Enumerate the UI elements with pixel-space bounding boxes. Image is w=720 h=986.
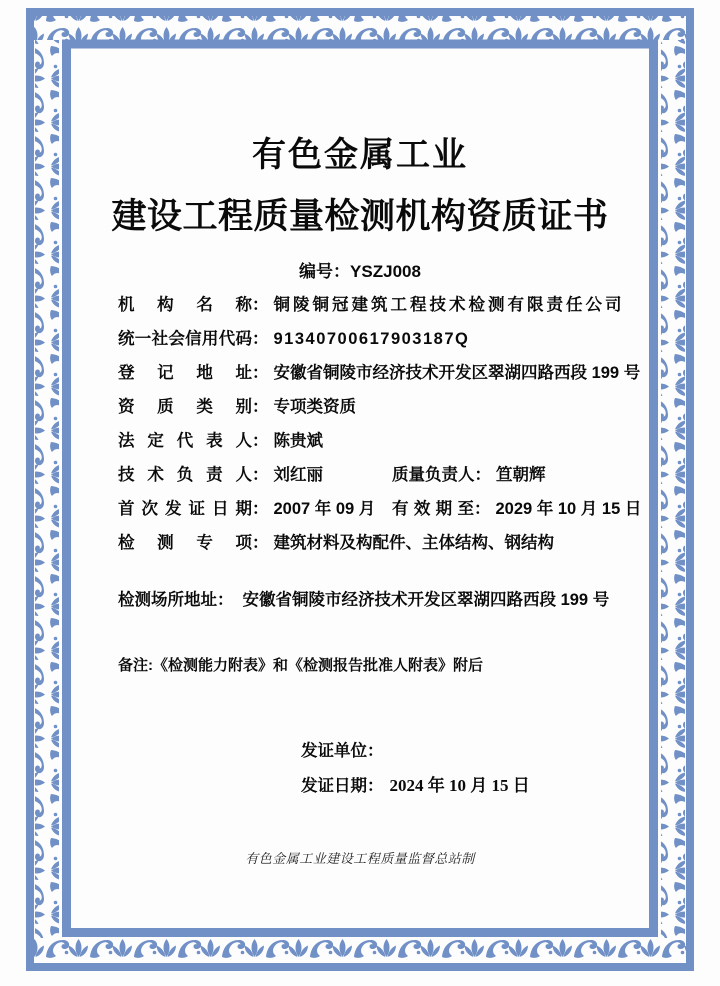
remark-value: 《检测能力附表》和《检测报告批准人附表》附后 [153,657,484,674]
title-line2: 建设工程质量检测机构资质证书 [111,197,609,236]
field-label-credit-code: 统 一 社 会 信 用 代 码 [118,330,252,348]
field-row-registered-address [118,356,680,390]
issuer-label: 发证单位 [301,742,367,760]
field-value-technical-director: 刘红丽 [273,466,323,484]
certificate-number-label: 编号 [299,262,334,281]
field-value-inspection-specialties: 建筑材料及构配件、主体结构、钢结构 [273,534,554,552]
colon: ： [252,296,269,314]
field-value-qualification-category: 专项类资质 [273,398,356,416]
certificate-number-line [0,257,720,287]
colon: ： [252,534,269,552]
field-technical-director [118,458,392,492]
colon: ： [252,432,269,450]
issue-date-label: 发证日期 [301,777,367,795]
field-first-issue-date [118,492,392,526]
colon: ： [252,466,269,484]
field-label-technical-director: 技 术 负 责 人 [118,466,252,484]
field-label-valid-until: 有 效 期 至 [392,500,474,518]
colon: ： [474,500,491,518]
field-value-credit-code: 91340700617903187Q [273,330,470,348]
issuer-line [301,736,384,766]
field-row-org-name [118,288,680,322]
field-list [118,288,680,560]
field-value-quality-director: 笪朝辉 [496,466,546,484]
field-row-qualification-category [118,390,680,424]
field-row-dates [118,492,680,526]
field-label-org-name: 机 构 名 称 [118,296,252,314]
certificate-number-value: YSZJ008 [350,262,421,281]
colon: ： [367,742,384,760]
remark-label: 备注 [118,657,149,674]
field-label-quality-director: 质量负责人 [392,466,475,484]
field-label-inspection-specialties: 检 测 专 项 [118,534,252,552]
field-value-valid-until: 2029 年 10 月 15 日 [495,500,642,518]
field-value-org-name: 铜陵铜冠建筑工程技术检测有限责任公司 [273,296,625,314]
field-label-legal-representative: 法 定 代 表 人 [118,432,252,450]
field-label-qualification-category: 资 质 类 别 [118,398,252,416]
field-value-legal-representative: 陈贵斌 [273,432,323,450]
field-label-first-issue-date: 首 次 发 证 日 期 [118,500,252,518]
field-label-registered-address: 登 记 地 址 [118,364,252,382]
field-value-site-address: 安徽省铜陵市经济技术开发区翠湖四路西段 199 号 [242,591,610,609]
remark-line [118,651,483,681]
field-value-registered-address: 安徽省铜陵市经济技术开发区翠湖四路西段 199 号 [273,364,641,382]
issue-date-value: 2024 年 10 月 15 日 [389,776,530,795]
colon: ： [333,262,351,281]
colon: ： [367,777,384,795]
border-ornament-bottom [34,939,686,963]
field-label-site-address: 检测场所地址 [118,591,217,609]
footer-stamp: 有色金属工业建设工程质量监督总站制 [245,851,475,866]
issue-date-line [301,771,530,801]
field-row-inspection-specialties [118,526,680,560]
field-row-credit-code [118,322,680,356]
border-ornament-top [34,16,686,40]
colon: ： [252,500,269,518]
colon: ： [474,466,491,484]
colon: ： [252,364,269,382]
colon: ： [252,330,269,348]
field-site-address [118,584,609,616]
field-quality-director [392,458,680,492]
field-row-legal-representative [118,424,680,458]
colon: : [148,657,154,674]
title-line1: 有色金属工业 [252,136,468,174]
field-row-responsible-persons [118,458,680,492]
field-valid-until [392,492,680,526]
field-value-first-issue-date: 2007 年 09 月 [273,500,376,518]
colon: ： [217,591,234,609]
colon: ： [252,398,269,416]
